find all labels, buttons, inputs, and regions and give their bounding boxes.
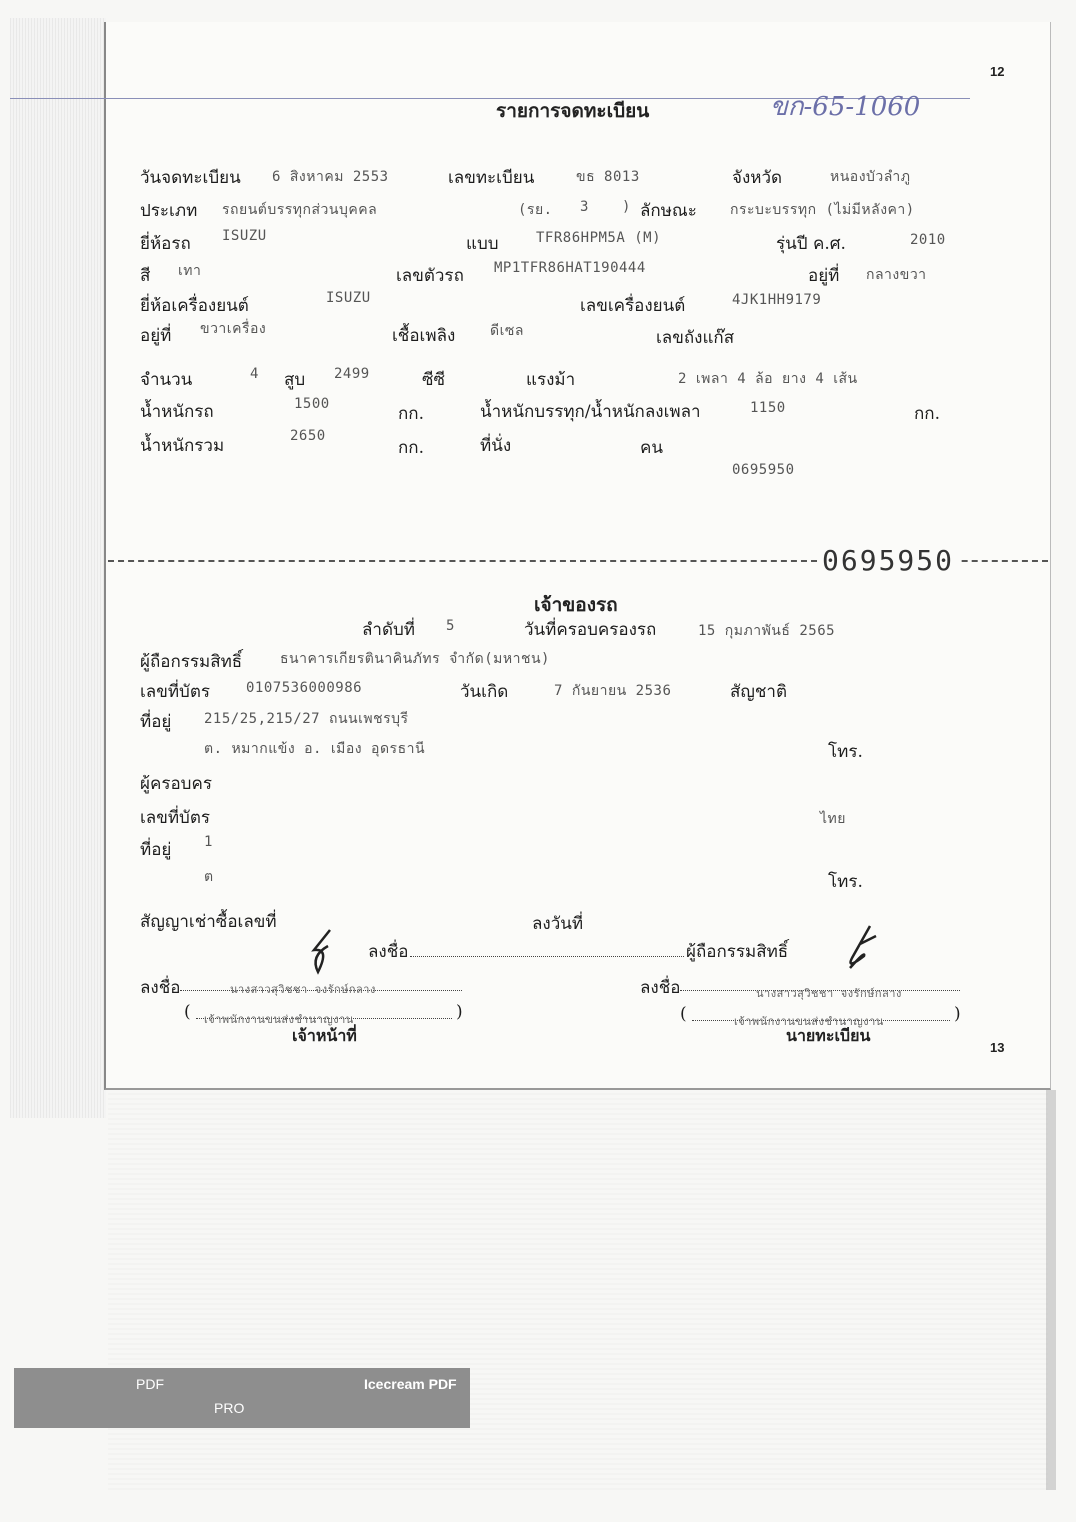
dob: 7 กันยายน 2536 <box>554 683 672 699</box>
gross-label: น้ำหนักรวม <box>140 436 225 456</box>
vehicle-type: รถยนต์บรรทุกส่วนบุคคล <box>222 202 378 218</box>
engine-number: 4JK1HH9179 <box>732 292 822 308</box>
reg-date-label: วันจดทะเบียน <box>140 168 241 188</box>
page-number-bottom: 13 <box>990 1040 1005 1055</box>
address-label-2: ที่อยู่ <box>140 840 172 860</box>
possession-date-label: วันที่ครอบครองรถ <box>524 620 657 640</box>
scan-right-edge <box>1046 1090 1056 1490</box>
dob-label: วันเกิด <box>460 682 509 702</box>
fuel-label: เชื้อเพลิง <box>392 326 456 346</box>
scan-left-edge <box>10 18 106 1118</box>
registrar-position: เจ้าพนักงานขนส่งชำนาญงาน <box>734 1015 884 1028</box>
engine-location: ขวาเครื่อง <box>200 321 267 337</box>
engine-no-label: เลขเครื่องยนต์ <box>580 296 686 316</box>
vin-label: เลขตัวรถ <box>396 266 464 286</box>
fuel: ดีเซล <box>490 323 524 339</box>
officer-name: นางสาวสุวิชชา จงรักษ์กลาง <box>230 983 376 996</box>
load-unit: กก. <box>914 404 940 424</box>
holder-label: ผู้ถือกรรมสิทธิ์ <box>140 652 243 672</box>
model-label: แบบ <box>466 234 499 254</box>
id-card-label: เลขที่บัตร <box>140 682 211 702</box>
doc-number-small: 0695950 <box>732 462 795 478</box>
officer-paren-open: ( <box>184 1002 191 1022</box>
seats-unit: คน <box>640 438 663 458</box>
order-label: ลำดับที่ <box>362 620 416 640</box>
registrar-signature <box>836 922 886 976</box>
holder-sign-label: ลงชื่อ <box>368 942 409 962</box>
officer-title: เจ้าหน้าที่ <box>292 1026 357 1045</box>
plate: ขธ 8013 <box>576 169 640 185</box>
weight-label: น้ำหนักรถ <box>140 402 214 422</box>
owner-title: เจ้าของรถ <box>534 594 618 616</box>
id-card-number: 0107536000986 <box>246 680 363 696</box>
weight-unit: กก. <box>398 404 424 424</box>
tel-label-2: โทร. <box>828 872 863 892</box>
vehicle-weight: 1500 <box>294 396 330 412</box>
holder-sign-caption: ผู้ถือกรรมสิทธิ์ <box>686 942 789 962</box>
address-label: ที่อยู่ <box>140 712 172 732</box>
style-label: ลักษณะ <box>640 201 697 221</box>
holder-name: ธนาคารเกียรตินาคินภัทร จำกัด(มหาชน) <box>280 651 550 667</box>
load-weight: 1150 <box>750 400 786 416</box>
engine-cc: 2499 <box>334 366 370 382</box>
seats-label: ที่นั่ง <box>480 436 512 456</box>
officer-signature <box>300 926 350 976</box>
address-line-2: ต. หมากแข้ง อ. เมือง อุดรธานี <box>204 741 426 757</box>
section-title: รายการจดทะเบียน <box>496 100 650 122</box>
province-label: จังหวัด <box>732 168 783 188</box>
registrar-name: นางสาวสุวิชชา จงรักษ์กลาง <box>756 987 902 1000</box>
gross-weight: 2650 <box>290 428 326 444</box>
pdf-watermark <box>14 1368 470 1428</box>
count-label: จำนวน <box>140 370 193 390</box>
lease-label: สัญญาเช่าซื้อเลขที่ <box>140 912 277 932</box>
brand-label: ยี่ห้อรถ <box>140 234 191 254</box>
watermark-pdf: PDF <box>136 1376 164 1392</box>
possession-date: 15 กุมภาพันธ์ 2565 <box>698 623 836 639</box>
possessor-label: ผู้ครอบคร <box>140 774 212 794</box>
vehicle-style: กระบะบรรทุก (ไม่มีหลังคา) <box>730 202 915 218</box>
gross-unit: กก. <box>398 438 424 458</box>
vehicle-class: 3 <box>580 199 589 215</box>
registrar-paren-close: ) <box>954 1004 961 1024</box>
id-card-label-2: เลขที่บัตร <box>140 808 211 828</box>
address-4: ต <box>204 869 214 885</box>
cylinders: 4 <box>250 366 259 382</box>
model-year: 2010 <box>910 232 946 248</box>
officer-paren-close: ) <box>456 1002 463 1022</box>
handwritten-ref: ขก-65-1060 <box>770 92 921 122</box>
engine-brand-label: ยี่ห้อเครื่องยนต์ <box>140 296 249 316</box>
address-3: 1 <box>204 834 213 850</box>
engine-location-label: อยู่ที่ <box>140 326 172 346</box>
gas-tank-label: เลขถังแก๊ส <box>656 328 735 348</box>
officer-sign-label: ลงชื่อ <box>140 978 181 998</box>
plate-label: เลขทะเบียน <box>448 168 535 188</box>
axle-config: 2 เพลา 4 ล้อ ยาง 4 เส้น <box>678 371 858 387</box>
registrar-paren-open: ( <box>680 1004 687 1024</box>
color-label: สี <box>140 266 151 286</box>
vin-location: กลางขวา <box>866 267 927 283</box>
horsepower-label: แรงม้า <box>526 370 576 390</box>
type-label: ประเภท <box>140 201 198 221</box>
nationality-2: ไทย <box>820 811 846 827</box>
lease-date-label: ลงวันที่ <box>532 914 584 934</box>
tel-label: โทร. <box>828 742 863 762</box>
load-label: น้ำหนักบรรทุก/น้ำหนักลงเพลา <box>480 402 701 422</box>
cylinder-unit: สูบ <box>284 370 306 390</box>
model: TFR86HPM5A (M) <box>536 230 662 246</box>
cc-unit: ซีซี <box>422 370 446 390</box>
nationality-label: สัญชาติ <box>730 682 787 702</box>
registrar-sign-label: ลงชื่อ <box>640 978 681 998</box>
registrar-title: นายทะเบียน <box>786 1026 871 1045</box>
engine-brand: ISUZU <box>326 290 371 306</box>
class-open: (รย. <box>518 202 553 218</box>
province: หนองบัวลำภู <box>830 169 911 185</box>
doc-number-large: 0695950 <box>818 544 958 577</box>
vin-location-label: อยู่ที่ <box>808 266 840 286</box>
class-close: ) <box>622 199 631 215</box>
holder-sign-line <box>410 956 684 957</box>
reg-date: 6 สิงหาคม 2553 <box>272 169 389 185</box>
year-label: รุ่นปี ค.ศ. <box>776 234 846 254</box>
watermark-brand: Icecream PDF <box>364 1376 457 1392</box>
watermark-pro: PRO <box>214 1400 245 1416</box>
officer-position: เจ้าพนักงานขนส่งชำนาญงาน <box>204 1013 354 1026</box>
order-number: 5 <box>446 618 455 634</box>
brand: ISUZU <box>222 228 267 244</box>
vin: MP1TFR86HAT190444 <box>494 260 646 276</box>
page-number-top: 12 <box>990 64 1005 79</box>
scan-bottom-area <box>108 1090 1048 1490</box>
color: เทา <box>178 263 202 279</box>
address-line-1: 215/25,215/27 ถนนเพชรบุรี <box>204 711 409 727</box>
